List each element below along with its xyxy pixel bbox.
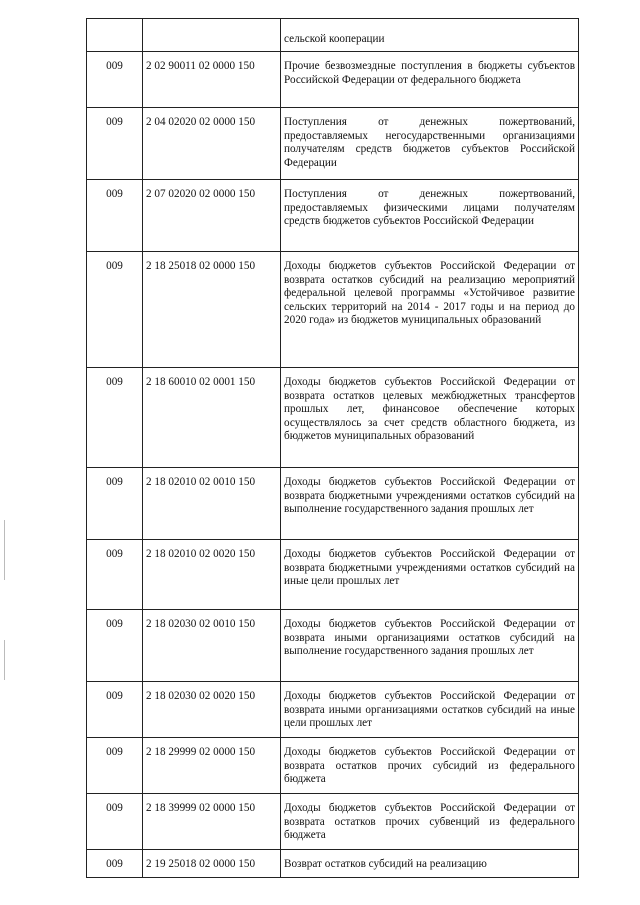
budget-classification-code-cell: 2 18 39999 02 0000 150: [143, 794, 281, 850]
revenue-description-cell: Поступления от денежных пожертвований, предоставляемых негосударственными организациями получателям средств бюджетов субъектов Российской Федерации: [281, 108, 579, 180]
scan-edge-mark: [4, 640, 5, 680]
budget-classification-code-cell: 2 18 29999 02 0000 150: [143, 738, 281, 794]
table-row: [87, 252, 579, 368]
revenue-description-cell: Доходы бюджетов субъектов Российской Федерации от возврата иными организациями остатков субсидий на иные цели прошлых лет: [281, 682, 579, 738]
revenue-description-cell: Доходы бюджетов субъектов Российской Федерации от возврата бюджетными учреждениями остатков субсидий на выполнение государственного задания прошлых лет: [281, 468, 579, 540]
budget-classification-code-cell: 2 19 25018 02 0000 150: [143, 850, 281, 878]
admin-code-cell: 009: [87, 52, 143, 108]
admin-code-cell: [87, 19, 143, 52]
budget-classification-code-cell: 2 18 25018 02 0000 150: [143, 252, 281, 368]
revenue-description-cell: Возврат остатков субсидий на реализацию: [281, 850, 579, 878]
budget-classification-code-cell: 2 18 02010 02 0010 150: [143, 468, 281, 540]
revenue-description-cell: Поступления от денежных пожертвований, предоставляемых физическими лицами получателям средств бюджетов субъектов Российской Федерации: [281, 180, 579, 252]
revenue-description-cell: Прочие безвозмездные поступления в бюджеты субъектов Российской Федерации от федерального бюджета: [281, 52, 579, 108]
admin-code-cell: 009: [87, 252, 143, 368]
budget-classification-code-cell: 2 18 60010 02 0001 150: [143, 368, 281, 468]
revenue-description-cell: Доходы бюджетов субъектов Российской Федерации от возврата остатков субсидий на реализацию мероприятий федеральной целевой программы «Устойчивое развитие сельских территорий на 2014 - 2017 годы и на период до 2020 года» из бюджетов муниципальных образований: [281, 252, 579, 368]
table-row: [87, 682, 579, 738]
budget-classification-code-cell: 2 02 90011 02 0000 150: [143, 52, 281, 108]
table-row: [87, 610, 579, 682]
scan-edge-mark: [4, 520, 5, 580]
table-row: [87, 108, 579, 180]
admin-code-cell: 009: [87, 180, 143, 252]
budget-classification-code-cell: [143, 19, 281, 52]
admin-code-cell: 009: [87, 794, 143, 850]
table-row: [87, 468, 579, 540]
table-row: [87, 180, 579, 252]
table-row: [87, 368, 579, 468]
budget-classification-code-cell: 2 18 02030 02 0020 150: [143, 682, 281, 738]
admin-code-cell: 009: [87, 468, 143, 540]
table-row: [87, 850, 579, 878]
revenue-description-cell: сельской кооперации: [281, 19, 579, 52]
admin-code-cell: 009: [87, 540, 143, 610]
admin-code-cell: 009: [87, 682, 143, 738]
admin-code-cell: 009: [87, 850, 143, 878]
admin-code-cell: 009: [87, 108, 143, 180]
table-row: [87, 52, 579, 108]
budget-classification-code-cell: 2 07 02020 02 0000 150: [143, 180, 281, 252]
table-row: [87, 738, 579, 794]
table-row: [87, 540, 579, 610]
budget-classification-code-cell: 2 04 02020 02 0000 150: [143, 108, 281, 180]
revenue-description-cell: Доходы бюджетов субъектов Российской Федерации от возврата бюджетными учреждениями остатков субсидий на иные цели прошлых лет: [281, 540, 579, 610]
admin-code-cell: 009: [87, 368, 143, 468]
admin-code-cell: 009: [87, 738, 143, 794]
table-row: [87, 794, 579, 850]
budget-codes-table: [86, 18, 579, 878]
revenue-description-cell: Доходы бюджетов субъектов Российской Федерации от возврата остатков прочих субсидий из федерального бюджета: [281, 738, 579, 794]
revenue-description-cell: Доходы бюджетов субъектов Российской Федерации от возврата иными организациями остатков субсидий на выполнение государственного задания прошлых лет: [281, 610, 579, 682]
revenue-description-cell: Доходы бюджетов субъектов Российской Федерации от возврата остатков целевых межбюджетных трансфертов прошлых лет, финансовое обеспечение которых осуществлялось за счет средств областного бюджета, из бюджетов муниципальных образований: [281, 368, 579, 468]
table-row: [87, 19, 579, 52]
revenue-description-cell: Доходы бюджетов субъектов Российской Федерации от возврата остатков прочих субвенций из федерального бюджета: [281, 794, 579, 850]
budget-classification-code-cell: 2 18 02010 02 0020 150: [143, 540, 281, 610]
admin-code-cell: 009: [87, 610, 143, 682]
budget-classification-code-cell: 2 18 02030 02 0010 150: [143, 610, 281, 682]
